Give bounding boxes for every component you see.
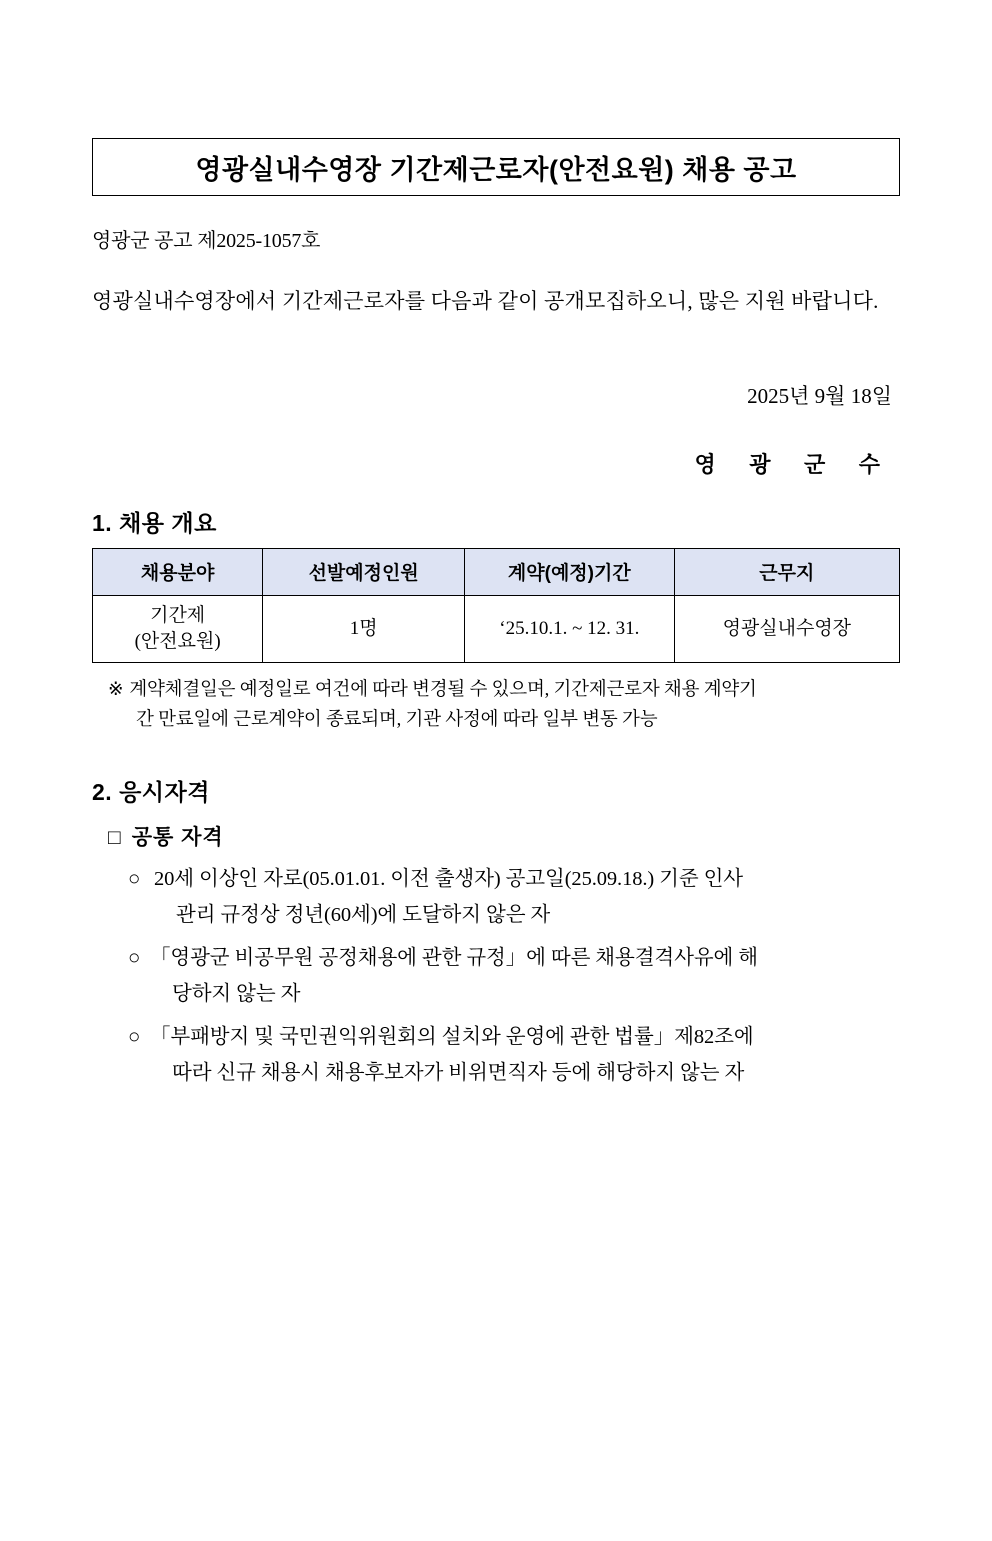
checkbox-square-icon: □ <box>108 825 122 849</box>
intro-paragraph: 영광실내수영장에서 기간제근로자를 다음과 같이 공개모집하오니, 많은 지원 바랍니다. <box>92 289 879 313</box>
section-2-heading: 2. 응시자격 <box>92 778 210 805</box>
th-field: 채용분야 <box>93 548 263 595</box>
th-count: 선발예정인원 <box>263 548 465 595</box>
table-header-row <box>93 548 900 595</box>
list-item-line2: 당하지 않는 자 <box>172 983 301 1006</box>
notice-number: 영광군 공고 제2025-1057호 <box>92 230 321 252</box>
cell-period: ‘25.10.1. ~ 12. 31. <box>465 595 675 662</box>
list-item <box>128 940 900 1013</box>
list-item <box>128 1019 900 1092</box>
note-line-1: 계약체결일은 예정일로 여건에 따라 변경될 수 있으며, 기간제근로자 채용 계약기 <box>129 679 757 700</box>
list-item-line2: 관리 규정상 정년(60세)에 도달하지 않은 자 <box>176 904 551 927</box>
table-row <box>93 595 900 662</box>
note-line-2: 간 만료일에 근로계약이 종료되며, 기관 사정에 따라 일부 변동 가능 <box>136 710 658 731</box>
cell-count: 1명 <box>263 595 465 662</box>
th-period: 계약(예정)기간 <box>465 548 675 595</box>
bullet-circle-icon: ○ <box>128 1025 141 1048</box>
qualification-group-title <box>92 821 900 851</box>
issuer-signature: 영 광 군 수 <box>694 451 894 477</box>
qualification-group <box>92 821 900 1092</box>
list-item-line1: 「영광군 비공무원 공정채용에 관한 규정」에 따른 채용결격사유에 해 <box>150 946 758 969</box>
qualification-list <box>92 861 900 1092</box>
th-location: 근무지 <box>674 548 899 595</box>
cell-field <box>93 595 263 662</box>
document-page <box>0 138 992 1541</box>
title-box <box>92 138 900 196</box>
list-item <box>128 861 900 934</box>
cell-field-line2: (안전요원) <box>134 630 221 652</box>
page-title: 영광실내수영장 기간제근로자(안전요원) 채용 공고 <box>195 154 797 185</box>
cell-field-line1: 기간제 <box>150 605 206 627</box>
qualification-group-label: 공통 자격 <box>131 825 224 849</box>
table-note <box>92 675 900 736</box>
note-mark: ※ <box>108 679 124 700</box>
recruitment-overview-table <box>92 548 900 663</box>
announcement-date: 2025년 9월 18일 <box>747 383 892 408</box>
bullet-circle-icon: ○ <box>128 867 141 890</box>
bullet-circle-icon: ○ <box>128 946 141 969</box>
list-item-line1: 20세 이상인 자로(05.01.01. 이전 출생자) 공고일(25.09.18.) 기준 인사 <box>154 867 743 890</box>
list-item-line2: 따라 신규 채용시 채용후보자가 비위면직자 등에 해당하지 않는 자 <box>172 1062 745 1085</box>
list-item-line1: 「부패방지 및 국민권익위원회의 설치와 운영에 관한 법률」제82조에 <box>150 1025 754 1048</box>
section-1-heading: 1. 채용 개요 <box>92 509 217 536</box>
cell-location: 영광실내수영장 <box>674 595 899 662</box>
